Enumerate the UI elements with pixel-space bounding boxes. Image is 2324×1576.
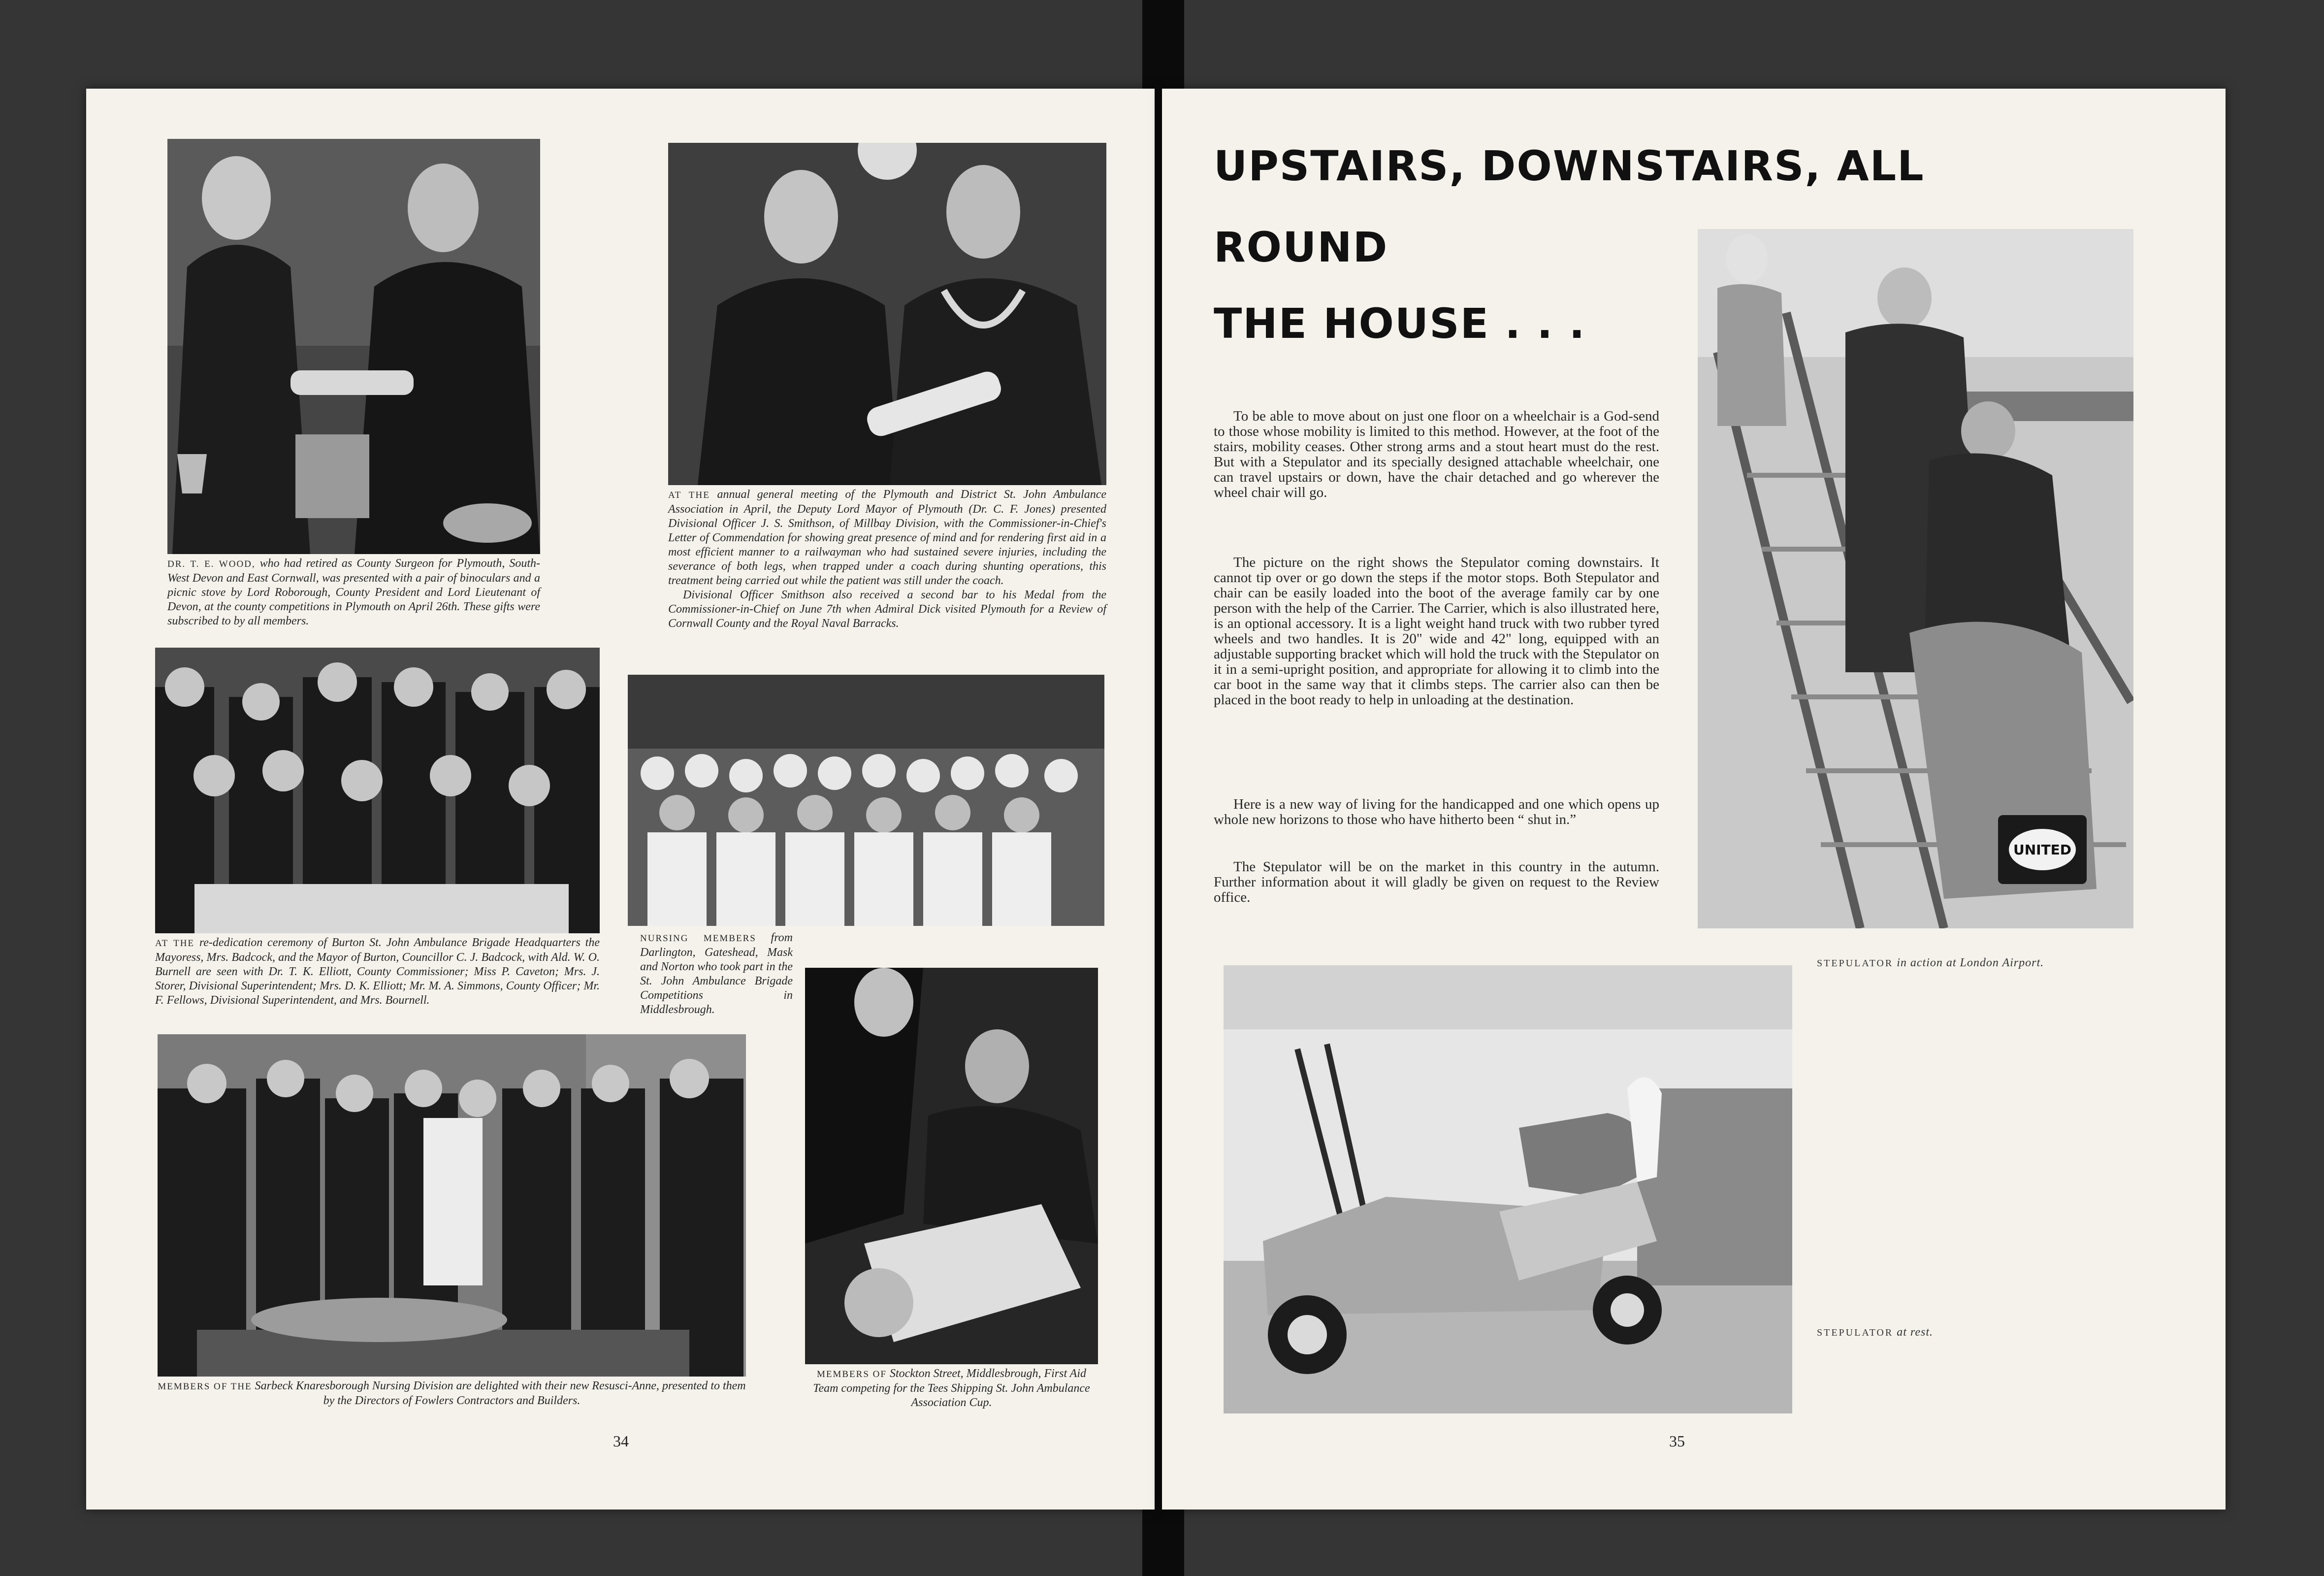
caption-stepulator-airport: STEPULATOR in action at London Airport. xyxy=(1817,956,2044,969)
photo-burton-rededication xyxy=(155,648,600,933)
caption-plymouth: AT THE annual general meeting of the Plymouth and District St. John Ambulance Association in April, the Deputy Lord Mayor of Plymouth (Dr. C. F. Jones) presented Divisional Officer J. S. Smithson, of Millbay Division, with the Commissioner-in-Chief's Letter of Commendation for showing great presence of mind and for rendering first aid in a most efficient manner to a railwayman who had sustained severe injuries, including the severance of both legs, when trapped under a coach during shunting operations, this treatment being carried out while the patient was still under the coach. Divisional Officer Smithson also received a second bar to his Medal from the Commissioner-in-Chief on June 7th when Admiral Dick visited Plymouth for a Review of Cornwall County and the Royal Naval Barracks. xyxy=(668,488,1107,630)
article-title-line-3: THE HOUSE . . . xyxy=(1214,299,1586,348)
page-number-left: 34 xyxy=(613,1432,629,1450)
caption-dr-wood: DR. T. E. WOOD, who had retired as County Surgeon for Plymouth, South-West Devon and East Cornwall, was presented with a pair of binoculars and a picnic stove by Lord Roborough, County President and Lord Lieutenant of Devon, at the county competitions in Plymouth on April 26th. These gifts were subscribed to by all members. xyxy=(167,557,540,627)
caption-stepulator-rest: STEPULATOR at rest. xyxy=(1817,1326,1933,1339)
article-paragraph-2: The picture on the right shows the Stepulator coming downstairs. It cannot tip over or go down the steps if the motor stops. Both Stepulator and chair can be easily loaded into the boot of the average family car by one person with the help of the Carrier. The Carrier, which is also illustrated here, is an optional accessory. It is a light weight hand truck with two rubber tyred wheels and two handles. It is 20" wide and 42" long, equipped with an adjustable supporting bracket which will hold the truck with the Stepulator on it in a semi-upright position, and appropriate for allowing it to climb into the car boot in the same way that it climbs steps. The carrier also can then be placed in the boot ready to help in unloading at the destination. xyxy=(1214,555,1659,708)
article-paragraph-1: To be able to move about on just one floor on a wheelchair is a God-send to those whose mobility is limited to this method. However, at the foot of the stairs, mobility ceases. Other strong arms and a stout heart must do the rest. But with a Stepulator and its specially designed attachable wheelchair, one can travel upstairs or down, have the chair detached and go wherever the wheel chair will go. xyxy=(1214,408,1659,500)
photo-nursing-members xyxy=(628,675,1104,926)
photo-sarbeck-resusci-anne xyxy=(158,1034,746,1377)
photo-dr-wood-presentation xyxy=(167,139,540,554)
page-number-right: 35 xyxy=(1669,1432,1685,1450)
article-title-line-2: ROUND xyxy=(1214,223,1388,271)
caption-stockton: MEMBERS OF Stockton Street, Middlesbrough, First Aid Team competing for the Tees Shipping St. John Ambulance Association Cup. xyxy=(813,1367,1090,1409)
united-badge-text: UNITED xyxy=(2013,842,2072,858)
article-paragraph-3: Here is a new way of living for the handicapped and one which opens up whole new horizons to those who have hitherto been “ shut in.” xyxy=(1214,796,1659,827)
article-paragraph-4: The Stepulator will be on the market in this country in the autumn. Further information about it will gladly be given on request to the Review office. xyxy=(1214,859,1659,905)
article-title-line-1: UPSTAIRS, DOWNSTAIRS, ALL xyxy=(1214,142,1925,190)
caption-burton: AT THE re-dedication ceremony of Burton St. John Ambulance Brigade Headquarters the Mayoress, Mrs. Badcock, and the Mayor of Burton, Councillor C. J. Badcock, with Ald. W. O. Burnell are seen with Dr. T. K. Elliott, County Commissioner; Miss P. Caveton; Mrs. J. Storer, Divisional Superintendent; Mrs. D. K. Elliott; Mr. M. A. Simmons, County Officer; Mr. F. Fellows, Divisional Superintendent, and Mrs. Bournell. xyxy=(155,936,600,1007)
caption-nursing: NURSING MEMBERS from Darlington, Gateshead, Mask and Norton who took part in the St. John Ambulance Brigade Competitions in Middlesbrough. xyxy=(640,931,793,1016)
photo-stepulator-airport xyxy=(1698,229,2133,928)
caption-sarbeck: MEMBERS OF THE Sarbeck Knaresborough Nursing Division are delighted with their new Resusci-Anne, presented to them by the Directors of Fowlers Contractors and Builders. xyxy=(158,1379,746,1407)
photo-stepulator-at-rest xyxy=(1224,965,1792,1413)
photo-stockton-first-aid-team xyxy=(805,968,1098,1364)
photo-plymouth-commendation xyxy=(668,143,1106,485)
